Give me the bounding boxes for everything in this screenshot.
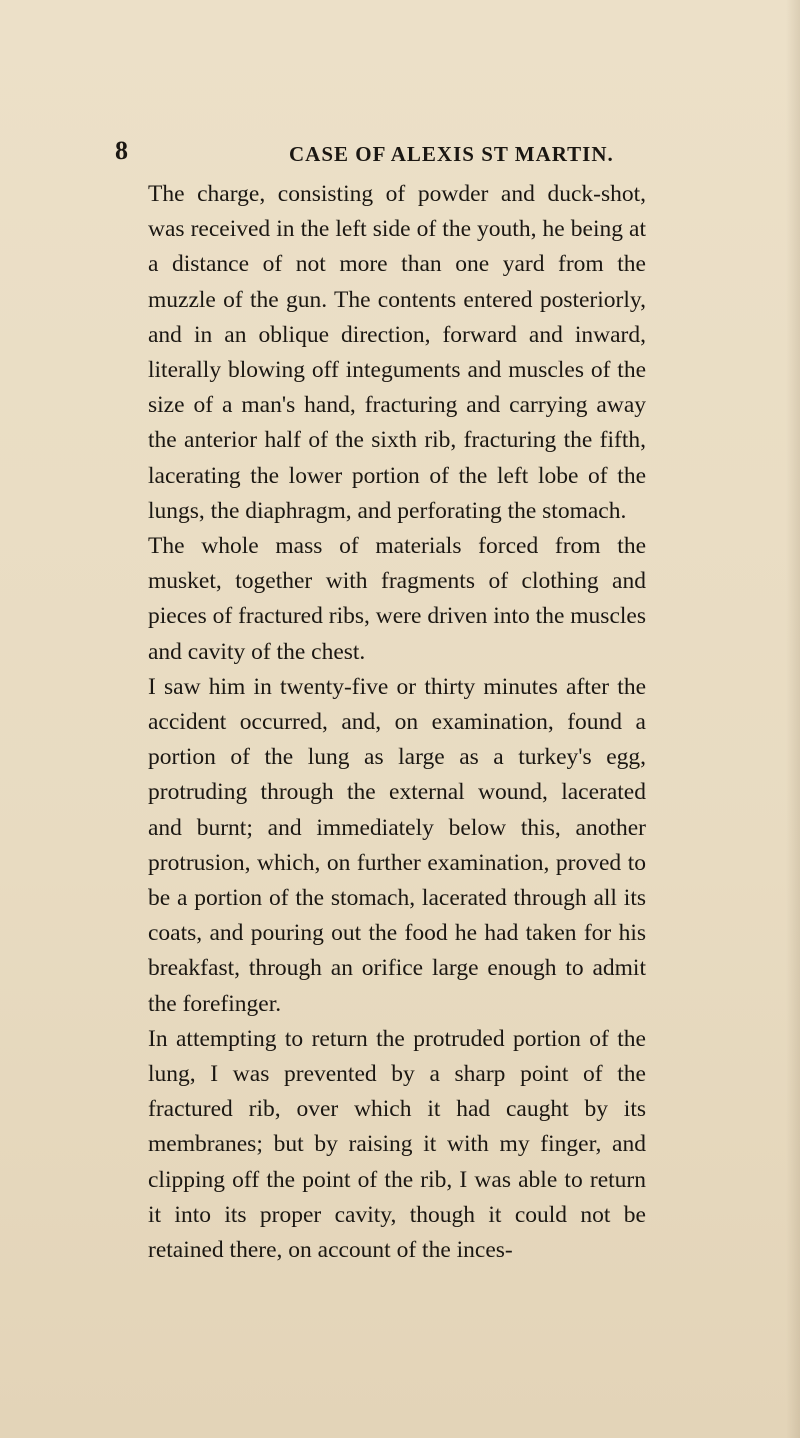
body-text xyxy=(148,177,646,1268)
paragraph-4: In attempting to return the protruded portion of the lung, I was prevented by a sharp point of the fractured rib, over which it had caught by its membranes; but by raising it with my finger, and clipping off the point of the rib, I was able to return it into its proper cavity, though it could not be retained there, on account of the inces- xyxy=(148,1025,646,1264)
page-number: 8 xyxy=(115,136,128,165)
page-edge-shadow xyxy=(786,0,800,1438)
running-head: CASE OF ALEXIS ST MARTIN. xyxy=(289,142,614,166)
paragraph-2: The whole mass of materials forced from the musket, together with fragments of clothing and pieces of fractured ribs, were driven into the muscles and cavity of the chest. xyxy=(148,533,646,665)
paragraph-1: The charge, consisting of powder and duck-shot, was received in the left side of the youth, he being at a distance of not more than one yard from the muzzle of the gun. The contents entered posteriorly, and in an oblique direction, forward and inward, literally blowing off integuments and muscles of the size of a man's hand, fracturing and carrying away the anterior half of the sixth rib, fracturing the fifth, lacerating the lower portion of the left lobe of the lungs, the diaphragm, and perforating the stomach. xyxy=(148,181,646,524)
paragraph-3: I saw him in twenty-five or thirty minutes after the accident occurred, and, on examination, found a portion of the lung as large as a turkey's egg, protruding through the external wound, lacerated and burnt; and immediately below this, another protrusion, which, on further examination, proved to be a portion of the stomach, lacerated through all its coats, and pouring out the food he had taken for his breakfast, through an orifice large enough to admit the forefinger. xyxy=(148,673,646,1017)
